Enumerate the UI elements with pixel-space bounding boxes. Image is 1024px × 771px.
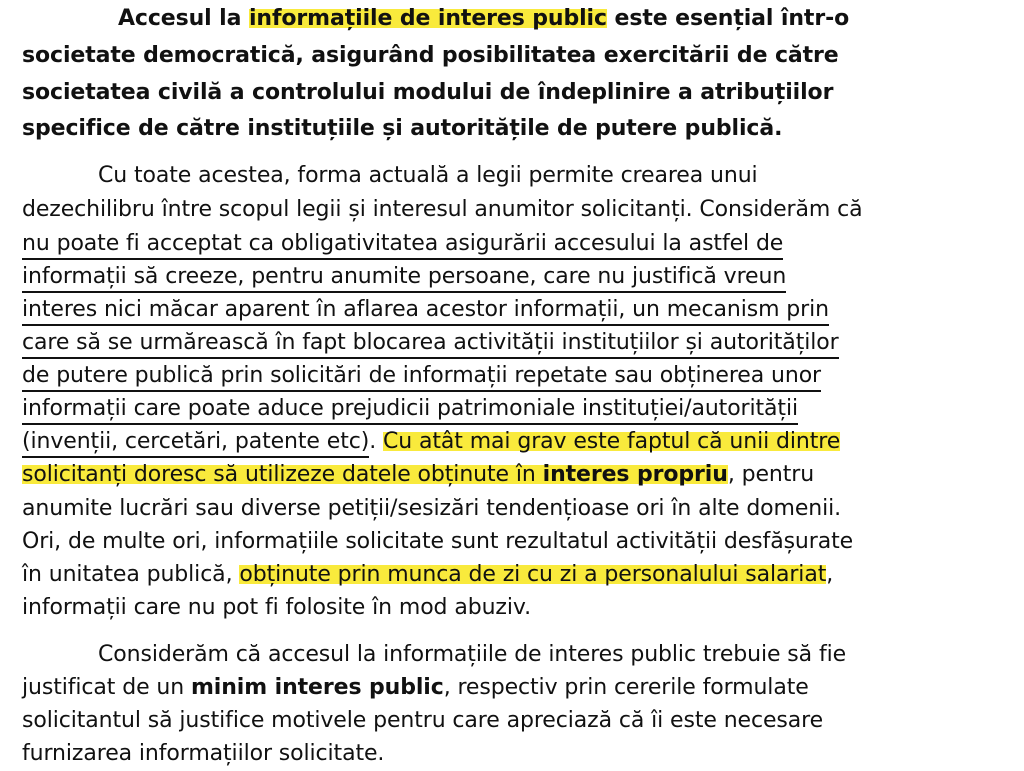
underlined-text: informații care poate aduce prejudicii patrimoniale instituției/autorității <box>22 396 798 425</box>
text-line: informații care nu pot fi folosite în mod abuziv. <box>22 595 531 620</box>
text-line: Ori, de multe ori, informațiile solicitate sunt rezultatul activității desfășurate <box>22 529 854 554</box>
underlined-text: de putere publică prin solicitări de informații repetate sau obținerea unor <box>22 363 821 392</box>
highlighted-text: obținute prin munca de zi cu zi a personalului salariat <box>239 562 827 587</box>
text-line: anumite lucrări sau diverse petiții/sesizări tendențioase ori în alte domenii. <box>22 496 842 521</box>
text-line: (invenții, cercetări, patente etc). Cu atât mai grav este faptul că unii dintre <box>22 427 840 457</box>
text-line: justificat de un minim interes public, respectiv prin cererile formulate <box>22 675 809 700</box>
text-line: în unitatea publică, obținute prin munca de zi cu zi a personalului salariat, <box>22 562 834 587</box>
text-line: solicitantul să justifice motivele pentru care apreciază că îi este necesare <box>22 708 824 733</box>
text-line: Accesul la informațiile de interes public este esențial într-o <box>118 6 850 31</box>
highlighted-text: informațiile de interes public <box>248 6 607 31</box>
text-line <box>22 328 839 358</box>
text-line: dezechilibru între scopul legii și interesul anumitor solicitanți. Considerăm că <box>22 197 863 222</box>
text-line <box>22 262 786 292</box>
text-line: societatea civilă a controlului modului de îndeplinire a atribuțiilor <box>22 80 834 105</box>
underlined-text: informații să creeze, pentru anumite persoane, care nu justifică vreun <box>22 264 786 293</box>
underlined-text: care să se urmărească în fapt blocarea activității instituțiilor și autorităților <box>22 330 839 359</box>
text-line: solicitanți doresc să utilizeze datele obținute în interes propriu, pentru <box>22 462 815 487</box>
text-line: societate democratică, asigurând posibilitatea exercitării de către <box>22 43 839 68</box>
underlined-text: (invenții, cercetări, patente etc) <box>22 429 369 458</box>
bold-text: minim interes public <box>190 675 444 700</box>
text-line: Cu toate acestea, forma actuală a legii permite crearea unui <box>98 163 758 188</box>
highlighted-text: solicitanți doresc să utilizeze datele obținute în <box>22 462 543 487</box>
underlined-text: interes nici măcar aparent în aflarea acestor informații, un mecanism prin <box>22 297 829 326</box>
highlighted-text: Cu atât mai grav este faptul că unii dintre <box>383 429 841 454</box>
text-line <box>22 394 798 424</box>
underlined-text: nu poate fi acceptat ca obligativitatea asigurării accesului la astfel de <box>22 231 783 260</box>
text-line: specifice de către instituțiile și autoritățile de putere publică. <box>22 116 783 141</box>
highlighted-bold-text: interes propriu <box>542 462 728 487</box>
text-line <box>22 229 783 259</box>
text-line <box>22 295 829 325</box>
text-line <box>22 361 821 391</box>
text-line: Considerăm că accesul la informațiile de interes public trebuie să fie <box>98 642 847 667</box>
text-line: furnizarea informațiilor solicitate. <box>22 741 385 766</box>
